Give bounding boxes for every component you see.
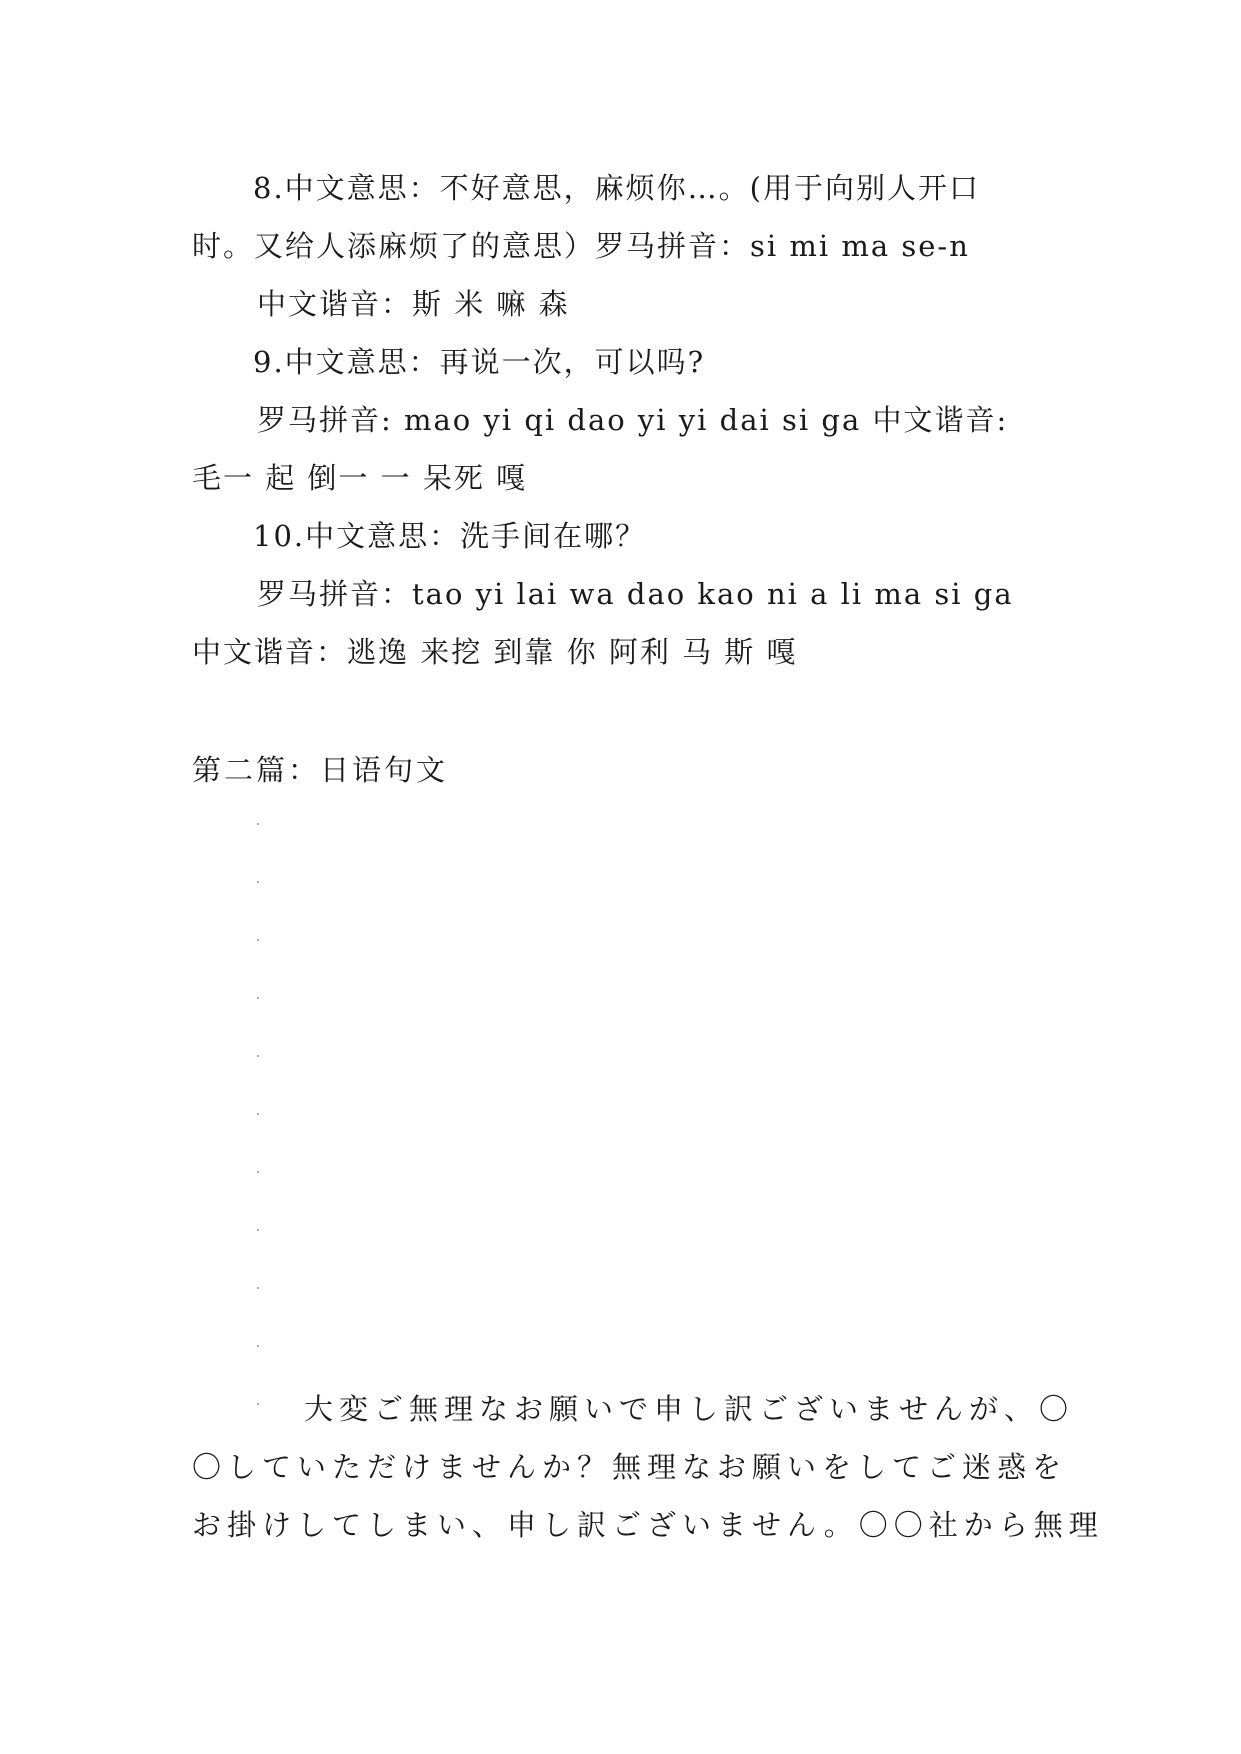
paragraph-line-3: 中文谐音：斯 米 嘛 森 — [257, 287, 570, 321]
paragraph-line-7: 10.中文意思：洗手间在哪？ — [253, 519, 647, 553]
empty-paragraph-mark — [257, 1403, 259, 1405]
paragraph-line-9: 中文谐音：逃逸 来挖 到靠 你 阿利 马 斯 嘎 — [192, 635, 798, 669]
empty-paragraph-mark — [257, 1113, 259, 1115]
empty-paragraph-mark — [257, 939, 259, 941]
empty-paragraph-mark — [257, 1171, 259, 1173]
paragraph-line-1: 8.中文意思：不好意思，麻烦你…。(用于向别人开口 — [253, 171, 980, 205]
empty-paragraph-mark — [257, 1287, 259, 1289]
empty-paragraph-mark — [257, 1229, 259, 1231]
empty-paragraph-mark — [257, 1345, 259, 1347]
empty-paragraph-mark — [257, 997, 259, 999]
paragraph-line-2: 时。又给人添麻烦了的意思）罗马拼音：si mi ma se-n — [192, 229, 970, 263]
paragraph-line-8: 罗马拼音：tao yi lai wa dao kao ni a li ma si ga — [257, 577, 1014, 611]
paragraph-line-6: 毛一 起 倒一 一 呆死 嘎 — [192, 461, 528, 495]
paragraph-line-4: 9.中文意思：再说一次，可以吗? — [253, 345, 706, 379]
japanese-line-1: 大変ご無理なお願いで申し訳ございませんが、〇 — [304, 1392, 1075, 1426]
section-title: 第二篇：日语句文 — [192, 753, 449, 787]
japanese-line-3: お掛けしてしまい、申し訳ございません。〇〇社から無理 — [192, 1508, 1104, 1542]
japanese-line-2: 〇していただけませんか？無理なお願いをしてご迷惑を — [192, 1450, 1068, 1484]
empty-paragraph-mark — [257, 823, 259, 825]
paragraph-line-5: 罗马拼音: mao yi qi dao yi yi dai si ga 中文谐音: — [257, 403, 1009, 437]
empty-paragraph-mark — [257, 881, 259, 883]
empty-paragraph-mark — [257, 1055, 259, 1057]
